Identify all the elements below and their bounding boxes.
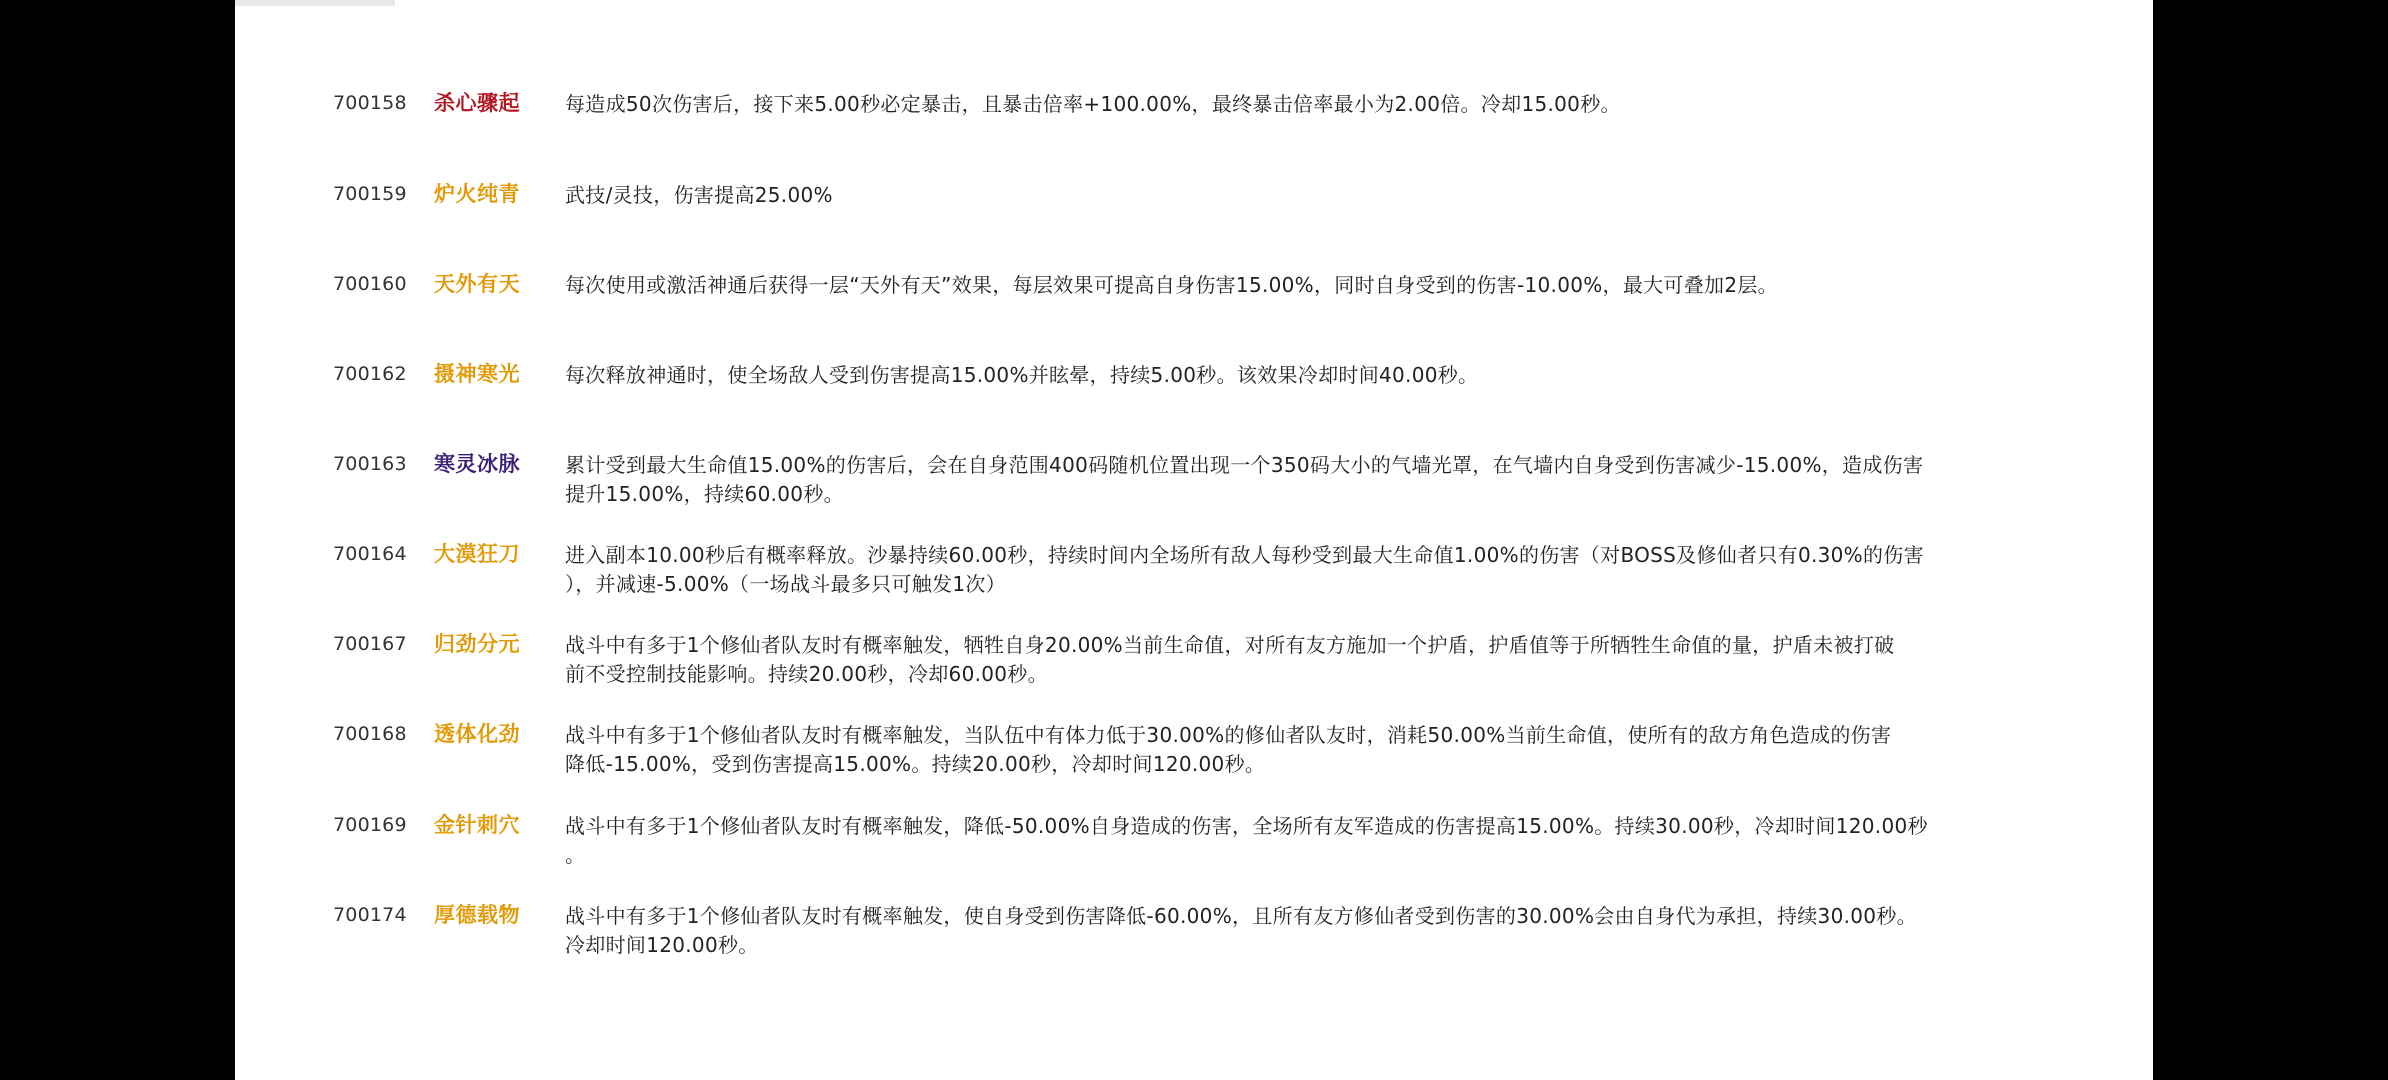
top-edge-shadow bbox=[235, 0, 395, 6]
skill-description: 累计受到最大生命值15.00%的伤害后，会在自身范围400码随机位置出现一个350码大小的气墙光罩，在气墙内自身受到伤害减少-15.00%，造成伤害 提升15.00%，持续60.00秒。 bbox=[565, 453, 1924, 506]
skill-name: 透体化劲 bbox=[434, 722, 520, 746]
skill-id: 700174 bbox=[333, 904, 407, 926]
skill-id: 700163 bbox=[333, 453, 407, 475]
skill-name: 大漠狂刀 bbox=[434, 542, 520, 566]
skill-name: 杀心骤起 bbox=[434, 91, 520, 115]
skill-description: 武技/灵技，伤害提高25.00% bbox=[565, 183, 833, 207]
skill-description: 每次释放神通时，使全场敌人受到伤害提高15.00%并眩晕，持续5.00秒。该效果冷却时间40.00秒。 bbox=[565, 363, 1479, 387]
skill-description: 战斗中有多于1个修仙者队友时有概率触发，牺牲自身20.00%当前生命值，对所有友方施加一个护盾，护盾值等于所牺牲生命值的量，护盾未被打破 前不受控制技能影响。持续20.00秒，冷却60.00秒。 bbox=[565, 633, 1895, 686]
skill-name: 炉火纯青 bbox=[434, 182, 520, 206]
skill-name: 寒灵冰脉 bbox=[434, 452, 520, 476]
skill-name: 金针刺穴 bbox=[434, 813, 520, 837]
skill-id: 700162 bbox=[333, 363, 407, 385]
skill-description: 每次使用或激活神通后获得一层“天外有天”效果，每层效果可提高自身伤害15.00%，同时自身受到的伤害-10.00%，最大可叠加2层。 bbox=[565, 273, 1778, 297]
skill-id: 700167 bbox=[333, 633, 407, 655]
skill-description: 战斗中有多于1个修仙者队友时有概率触发，使自身受到伤害降低-60.00%，且所有友方修仙者受到伤害的30.00%会由自身代为承担，持续30.00秒。 冷却时间120.00秒。 bbox=[565, 904, 1917, 957]
skill-id: 700164 bbox=[333, 543, 407, 565]
skill-id: 700159 bbox=[333, 183, 407, 205]
skill-name: 归劲分元 bbox=[434, 632, 520, 656]
skill-description: 进入副本10.00秒后有概率释放。沙暴持续60.00秒，持续时间内全场所有敌人每秒受到最大生命值1.00%的伤害（对BOSS及修仙者只有0.30%的伤害 ），并减速-5.00%（一场战斗最多只可触发1次） bbox=[565, 543, 1924, 596]
skill-name: 天外有天 bbox=[434, 272, 520, 296]
document-page bbox=[235, 0, 2153, 1080]
skill-name: 摄神寒光 bbox=[434, 362, 520, 386]
skill-id: 700169 bbox=[333, 814, 407, 836]
skill-id: 700158 bbox=[333, 92, 407, 114]
skill-description: 战斗中有多于1个修仙者队友时有概率触发，降低-50.00%自身造成的伤害，全场所有友军造成的伤害提高15.00%。持续30.00秒，冷却时间120.00秒 。 bbox=[565, 814, 1928, 867]
skill-description: 战斗中有多于1个修仙者队友时有概率触发，当队伍中有体力低于30.00%的修仙者队友时，消耗50.00%当前生命值，使所有的敌方角色造成的伤害 降低-15.00%，受到伤害提高15.00%。持续20.00秒，冷却时间120.00秒。 bbox=[565, 723, 1892, 776]
skill-name: 厚德载物 bbox=[434, 903, 520, 927]
skill-id: 700168 bbox=[333, 723, 407, 745]
skill-id: 700160 bbox=[333, 273, 407, 295]
skill-description: 每造成50次伤害后，接下来5.00秒必定暴击，且暴击倍率+100.00%，最终暴击倍率最小为2.00倍。冷却15.00秒。 bbox=[565, 92, 1621, 116]
